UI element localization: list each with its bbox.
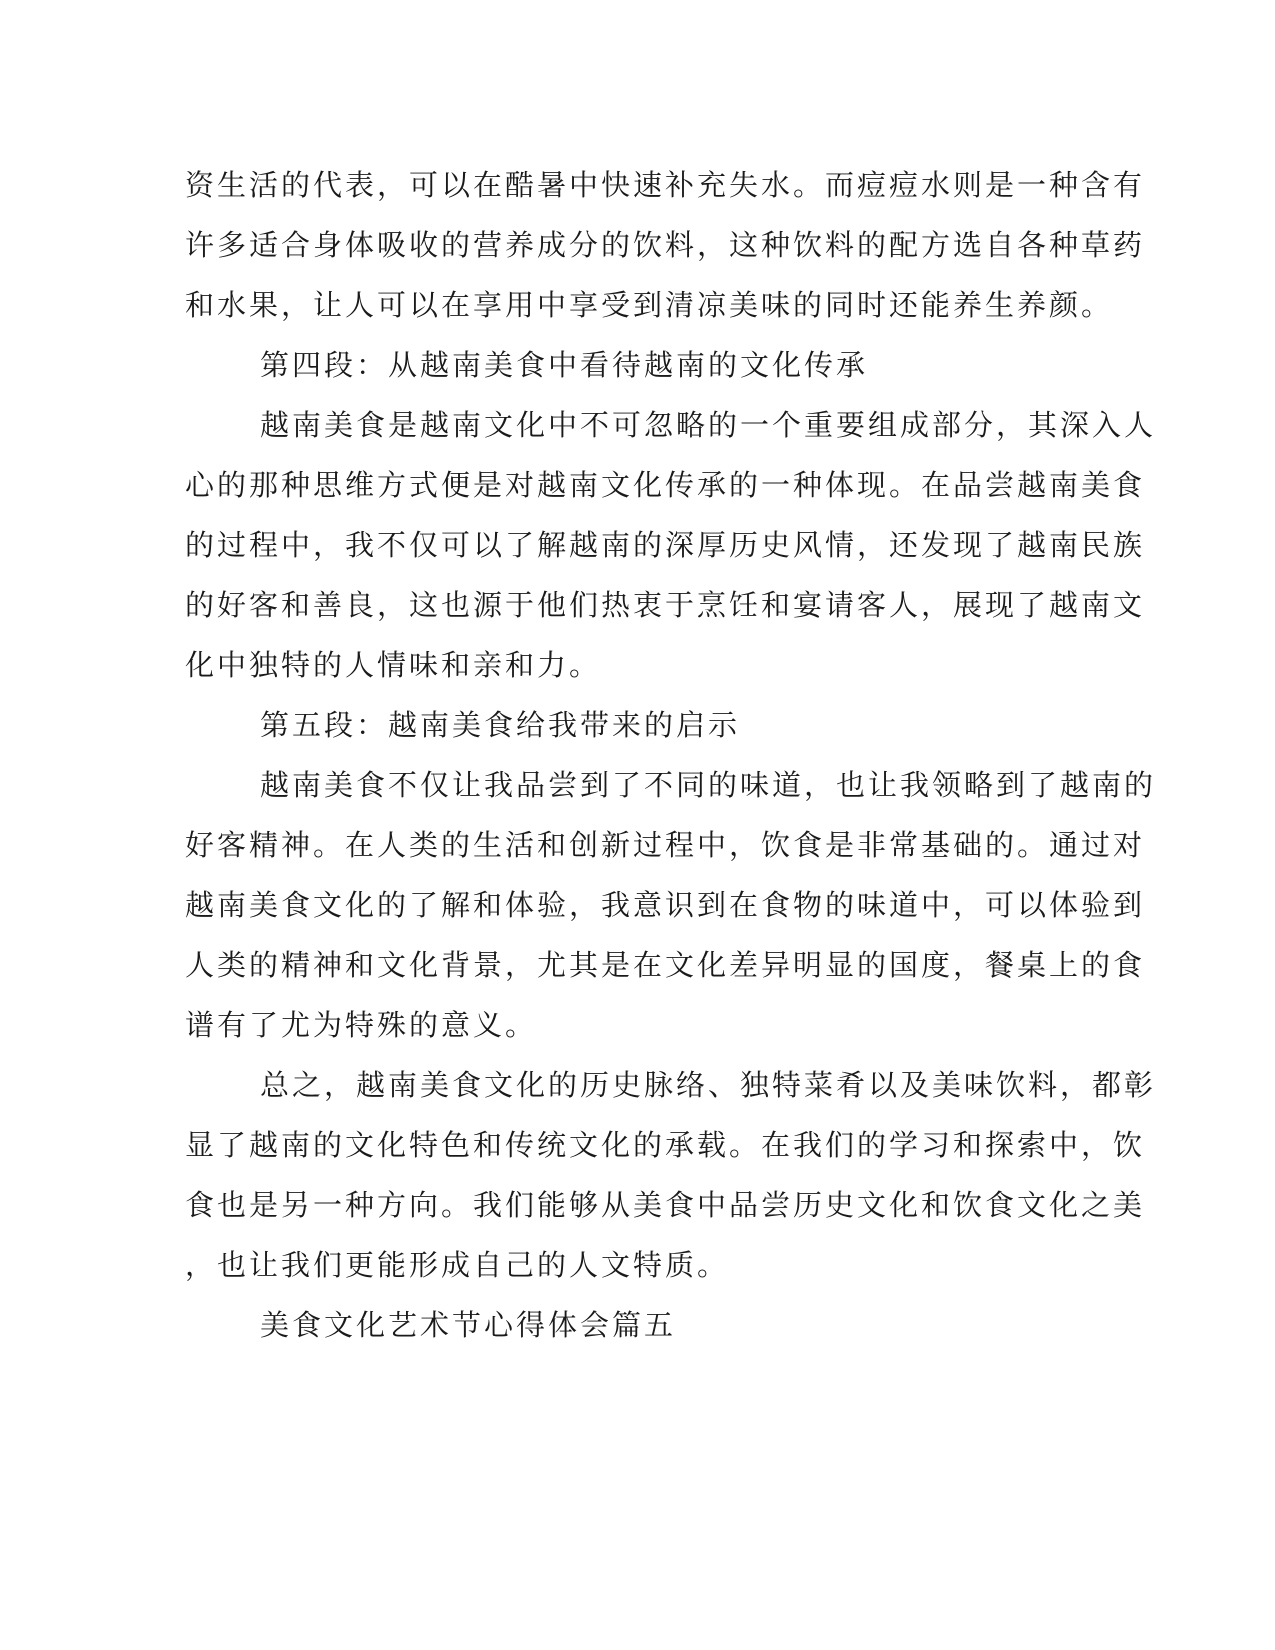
text-line: 越南美食不仅让我品尝到了不同的味道，也让我领略到了越南的 — [260, 768, 1157, 802]
article-title-next: 美食文化艺术节心得体会篇五 — [260, 1308, 677, 1342]
text-line: 好客精神。在人类的生活和创新过程中，饮食是非常基础的。通过对 — [185, 828, 1146, 862]
text-line: 心的那种思维方式便是对越南文化传承的一种体现。在品尝越南美食 — [185, 468, 1146, 502]
text-line: 越南美食文化的了解和体验，我意识到在食物的味道中，可以体验到 — [185, 888, 1146, 922]
text-line: 谱有了尤为特殊的意义。 — [185, 1008, 538, 1042]
document-body — [185, 155, 1157, 1355]
text-line: 总之，越南美食文化的历史脉络、独特菜肴以及美味饮料，都彰 — [260, 1068, 1157, 1102]
text-line: 资生活的代表，可以在酷暑中快速补充失水。而痘痘水则是一种含有 — [185, 168, 1146, 202]
text-line: 人类的精神和文化背景，尤其是在文化差异明显的国度，餐桌上的食 — [185, 948, 1146, 982]
text-line: 许多适合身体吸收的营养成分的饮料，这种饮料的配方选自各种草药 — [185, 228, 1146, 262]
text-line: 显了越南的文化特色和传统文化的承载。在我们的学习和探索中，饮 — [185, 1128, 1146, 1162]
text-line: 的过程中，我不仅可以了解越南的深厚历史风情，还发现了越南民族 — [185, 528, 1146, 562]
text-line: 越南美食是越南文化中不可忽略的一个重要组成部分，其深入人 — [260, 408, 1157, 442]
text-line: ，也让我们更能形成自己的人文特质。 — [185, 1248, 730, 1282]
section-heading-4: 第四段：从越南美食中看待越南的文化传承 — [260, 348, 869, 382]
text-line: 的好客和善良，这也源于他们热衷于烹饪和宴请客人，展现了越南文 — [185, 588, 1146, 622]
text-line: 食也是另一种方向。我们能够从美食中品尝历史文化和饮食文化之美 — [185, 1188, 1146, 1222]
text-line: 化中独特的人情味和亲和力。 — [185, 648, 602, 682]
text-line: 和水果，让人可以在享用中享受到清凉美味的同时还能养生养颜。 — [185, 288, 1114, 322]
section-heading-5: 第五段：越南美食给我带来的启示 — [260, 708, 741, 742]
